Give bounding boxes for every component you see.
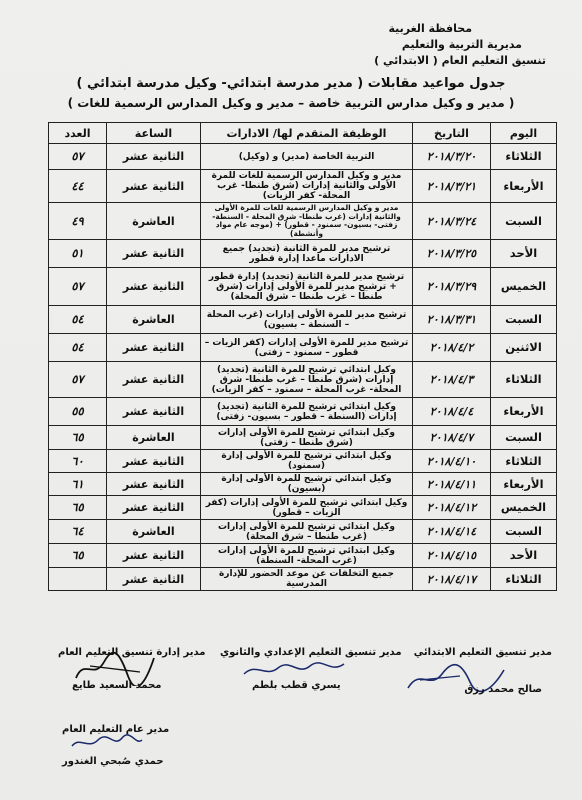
date-cell: ٢٠١٨/٣/٣١	[413, 306, 491, 334]
time-cell: الثانية عشر	[107, 170, 201, 203]
count-cell: ٥٧	[49, 144, 107, 170]
count-cell: ٦٤	[49, 520, 107, 544]
date-cell: ٢٠١٨/٤/١٢	[413, 496, 491, 520]
day-cell: الأربعاء	[491, 170, 557, 203]
time-cell: الثانية عشر	[107, 240, 201, 268]
day-cell: الثلاثاء	[491, 450, 557, 473]
job-cell: وكيل ابتدائي ترشيح للمرة الأولى إدارات (غرب طنطا – شرق المحلة)	[201, 520, 413, 544]
count-cell: ٦٠	[49, 450, 107, 473]
count-cell: ٥١	[49, 240, 107, 268]
time-cell: الثانية عشر	[107, 568, 201, 591]
count-cell: ٦٥	[49, 544, 107, 568]
table-row	[49, 496, 557, 520]
signature-title-primary: مدير تنسيق التعليم الابتدائي	[413, 647, 552, 658]
count-cell: ٤٩	[49, 203, 107, 240]
table-row	[49, 568, 557, 591]
date-cell: ٢٠١٨/٣/٢٤	[413, 203, 491, 240]
job-cell: وكيل ابتدائي ترشيح للمرة الأولى إدارة (بسيون)	[201, 473, 413, 496]
job-cell: التربية الخاصة (مدير) و (وكيل)	[201, 144, 413, 170]
count-cell: ٦٥	[49, 426, 107, 450]
count-cell: ٥٧	[49, 362, 107, 398]
job-cell: مدير و وكيل المدارس الرسمية للغات للمرة الأولى والثانية إدارات (شرق طنطا- غرب المحلة- كفر الزيات)	[201, 170, 413, 203]
time-cell: الثانية عشر	[107, 144, 201, 170]
time-cell: العاشرة	[107, 520, 201, 544]
day-cell: الأربعاء	[491, 398, 557, 426]
header-department: تنسيق التعليم العام ( الابتدائي )	[374, 54, 546, 67]
job-cell: ترشيح مدير للمرة الثانية (تجديد) جميع الادارات ماعدا إدارة قطور	[201, 240, 413, 268]
day-cell: السبت	[491, 520, 557, 544]
date-cell: ٢٠١٨/٤/٤	[413, 398, 491, 426]
job-cell: ترشيح مدير للمرة الثانية (تجديد) إدارة قطور + ترشيح مدير للمرة الأولى إدارات (شرق طنطا – غرب طنطا – شرق المحلة)	[201, 268, 413, 306]
signature-name-general: محمد السعيد طايع	[72, 680, 162, 691]
job-cell: جميع التخلفات عن موعد الحضور للإدارة المدرسية	[201, 568, 413, 591]
day-cell: السبت	[491, 426, 557, 450]
header-directorate: مديرية التربية والتعليم	[401, 38, 522, 51]
date-cell: ٢٠١٨/٣/٢٥	[413, 240, 491, 268]
count-cell: ٥٥	[49, 398, 107, 426]
time-cell: الثانية عشر	[107, 362, 201, 398]
time-cell: الثانية عشر	[107, 398, 201, 426]
job-cell: وكيل ابتدائي ترشيح للمرة الأولى إدارات (شرق طنطا – زفتى)	[201, 426, 413, 450]
table-row	[49, 144, 557, 170]
day-cell: الاثنين	[491, 334, 557, 362]
table-row	[49, 450, 557, 473]
time-cell: العاشرة	[107, 203, 201, 240]
table-header-row	[49, 123, 557, 144]
table-row	[49, 473, 557, 496]
date-cell: ٢٠١٨/٤/٣	[413, 362, 491, 398]
date-cell: ٢٠١٨/٤/١٧	[413, 568, 491, 591]
table-row	[49, 203, 557, 240]
job-cell: وكيل ابتدائي ترشيح للمرة الأولى إدارات (غرب المحلة- السنطة)	[201, 544, 413, 568]
time-cell: الثانية عشر	[107, 544, 201, 568]
day-cell: الخميس	[491, 268, 557, 306]
header-day: اليوم	[491, 123, 557, 144]
count-cell: ٤٤	[49, 170, 107, 203]
day-cell: الثلاثاء	[491, 568, 557, 591]
signature-name-director: حمدي صُبحي الغندور	[62, 756, 164, 767]
signature-name-secondary: يسري قطب بلطم	[252, 680, 341, 691]
header-time: الساعة	[107, 123, 201, 144]
table-row	[49, 170, 557, 203]
date-cell: ٢٠١٨/٤/١٠	[413, 450, 491, 473]
doc-title-line1: جدول مواعيد مقابلات ( مدير مدرسة ابتدائي- وكيل مدرسة ابتدائي )	[76, 76, 506, 91]
date-cell: ٢٠١٨/٤/١١	[413, 473, 491, 496]
time-cell: الثانية عشر	[107, 496, 201, 520]
job-cell: وكيل ابتدائي ترشيح للمرة الثانية (تجديد) إدارات (السنطة – قطور – بسيون- زفتى)	[201, 398, 413, 426]
table-body	[49, 144, 557, 591]
day-cell: السبت	[491, 306, 557, 334]
date-cell: ٢٠١٨/٤/١٥	[413, 544, 491, 568]
job-cell: وكيل ابتدائي ترشيح للمرة الثانية (تجديد) إدارات (شرق طنطا – غرب طنطا- شرق المحلة- غرب المحلة – سمنود – كفر الزيات)	[201, 362, 413, 398]
count-cell: ٦١	[49, 473, 107, 496]
job-cell: مدير و وكيل المدارس الرسمية للغات للمرة الأولى والثانية إدارات (غرب طنطا- شرق المحلة - السنطة- زفتى- بسيون- سمنود - قطور) + (موجه عام مواد وأنشطة)	[201, 203, 413, 240]
day-cell: الأحد	[491, 240, 557, 268]
header-job: الوظيفة المتقدم لها/ الادارات	[201, 123, 413, 144]
count-cell: ٥٤	[49, 306, 107, 334]
count-cell: ٥٤	[49, 334, 107, 362]
day-cell: الثلاثاء	[491, 362, 557, 398]
signature-name-primary: صالح محمد رزق	[464, 684, 542, 695]
table-row	[49, 398, 557, 426]
table-row	[49, 306, 557, 334]
table-row	[49, 426, 557, 450]
table-row	[49, 240, 557, 268]
table-row	[49, 362, 557, 398]
table-row	[49, 334, 557, 362]
signature-title-general: مدير إدارة تنسيق التعليم العام	[58, 647, 206, 658]
table-row	[49, 544, 557, 568]
signature-title-secondary: مدير تنسيق التعليم الإعدادي والثانوي	[220, 647, 402, 658]
time-cell: العاشرة	[107, 426, 201, 450]
day-cell: الثلاثاء	[491, 144, 557, 170]
date-cell: ٢٠١٨/٤/١٤	[413, 520, 491, 544]
time-cell: الثانية عشر	[107, 473, 201, 496]
day-cell: الخميس	[491, 496, 557, 520]
doc-title-line2: ( مدير و وكيل مدارس التربية خاصة – مدير و وكيل المدارس الرسمية للغات )	[67, 96, 515, 110]
header-governorate: محافظة الغربية	[388, 22, 472, 35]
date-cell: ٢٠١٨/٣/٢١	[413, 170, 491, 203]
time-cell: الثانية عشر	[107, 334, 201, 362]
day-cell: الأربعاء	[491, 473, 557, 496]
handwritten-signature-director	[66, 732, 146, 754]
job-cell: وكيل ابتدائي ترشيح للمرة الأولى إدارة (سمنود)	[201, 450, 413, 473]
day-cell: السبت	[491, 203, 557, 240]
header-date: التاريخ	[413, 123, 491, 144]
job-cell: ترشيح مدير للمرة الأولى إدارات (غرب المحلة – السنطة – بسيون)	[201, 306, 413, 334]
time-cell: الثانية عشر	[107, 450, 201, 473]
date-cell: ٢٠١٨/٣/٢٠	[413, 144, 491, 170]
table-row	[49, 520, 557, 544]
job-cell: ترشيح مدير للمرة الأولى إدارات (كفر الزيات – قطور – سمنود – زفتى)	[201, 334, 413, 362]
signature-title-director: مدير عام التعليم العام	[62, 724, 170, 735]
date-cell: ٢٠١٨/٣/٢٩	[413, 268, 491, 306]
date-cell: ٢٠١٨/٤/٢	[413, 334, 491, 362]
count-cell: ٦٥	[49, 496, 107, 520]
count-cell: ٥٧	[49, 268, 107, 306]
day-cell: الأحد	[491, 544, 557, 568]
job-cell: وكيل ابتدائي ترشيح للمرة الأولى إدارات (كفر الزيات – قطور)	[201, 496, 413, 520]
time-cell: العاشرة	[107, 306, 201, 334]
interview-schedule-table	[48, 122, 557, 591]
time-cell: الثانية عشر	[107, 268, 201, 306]
date-cell: ٢٠١٨/٤/٧	[413, 426, 491, 450]
table-row	[49, 268, 557, 306]
count-cell	[49, 568, 107, 591]
header-count: العدد	[49, 123, 107, 144]
